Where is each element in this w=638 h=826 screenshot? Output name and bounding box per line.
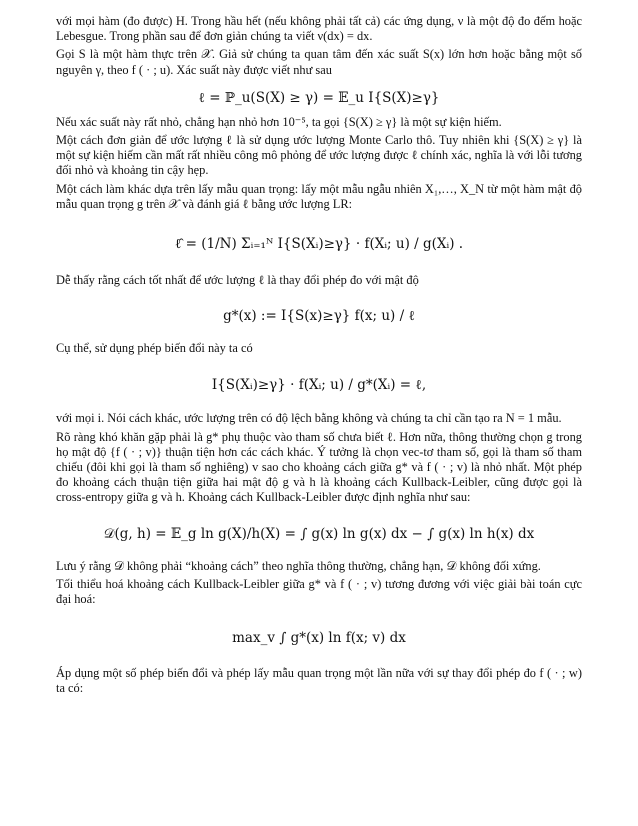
- equation-zero-variance: I{S(Xᵢ)≥γ} · f(Xᵢ; u) / g*(Xᵢ) = ℓ,: [211, 377, 427, 394]
- paragraph-8: với mọi i. Nói cách khác, ước lượng trên có độ lệch bằng không và chúng ta chỉ cần tạo ra N = 1 mẫu.: [56, 411, 562, 426]
- paragraph-9: Rõ ràng khó khăn gặp phải là g* phụ thuộc vào tham số chưa biết ℓ. Hơn nữa, thông thường chọn g trong họ mật độ {f ( · ; v)} thuận tiện hơn các cách khác. Ý tưởng là chọn vec-tơ tham số, gọi là tham số tham chiếu (đôi khi gọi là tham số nghiêng) v sao cho khoảng cách giữa g* và f ( · ; v) là nhỏ nhất. Một phép đo khoảng cách thuận tiện giữa hai mật độ g và h là khoảng cách Kullback-Leibler, cũng được gọi là cross-entropy giữa g và h. Khoảng cách Kullback-Leibler được định nghĩa như sau:: [56, 429, 582, 505]
- paragraph-1: với mọi hàm (đo được) H. Trong hầu hết (nếu không phải tất cả) các ứng dụng, ν là một độ đo đếm hoặc Lebesgue. Trong phần sau để đơn giản chúng ta viết ν(dx) = dx.: [56, 14, 582, 44]
- paragraph-11: Tối thiểu hoá khoảng cách Kullback-Leibler giữa g* và f ( · ; v) tương đương với việc giải bài toán cực đại hoá:: [56, 576, 582, 607]
- paragraph-10: Lưu ý rằng 𝒟 không phải “khoảng cách” theo nghĩa thông thường, chẳng hạn, 𝒟 không đối xứng.: [56, 558, 541, 573]
- paragraph-2: Gọi S là một hàm thực trên 𝒳. Giả sử chúng ta quan tâm đến xác suất S(x) lớn hơn hoặc bằng một số nguyên γ, theo f ( · ; u). Xác suất này được viết như sau: [56, 47, 582, 77]
- equation-lr-estimator: ℓ̂ = (1/N) Σᵢ₌₁ᴺ I{S(Xᵢ)≥γ} · f(Xᵢ; u) / g(Xᵢ) .: [174, 236, 464, 253]
- paragraph-12: Áp dụng một số phép biến đổi và phép lấy mẫu quan trọng một lần nữa với sự thay đổi phép đo f ( · ; w) ta có:: [56, 666, 582, 696]
- equation-probability: ℓ = ℙ_u(S(X) ≥ γ) = 𝔼_u I{S(X)≥γ}: [198, 89, 440, 106]
- paragraph-5: Một cách làm khác dựa trên lấy mẫu quan trọng: lấy một mẫu ngẫu nhiên X₁,…, X_N từ một hàm mật độ mẫu quan trọng g trên 𝒳 và đánh giá ℓ bằng ước lượng LR:: [56, 181, 582, 211]
- equation-maximization: max_v ∫ g*(x) ln f(x; v) dx: [232, 630, 406, 647]
- paragraph-7: Cụ thể, sử dụng phép biến đổi này ta có: [56, 341, 253, 356]
- paragraph-4: Một cách đơn giản để ước lượng ℓ là sử dụng ước lượng Monte Carlo thô. Tuy nhiên khi {S(X) ≥ γ} là một sự kiện hiếm cần mất rất nhiều công mô phỏng để ước lượng được ℓ chính xác, nghĩa là với lỗi tương đối nhỏ và khoảng tin cậy hẹp.: [56, 133, 582, 178]
- paragraph-3: Nếu xác suất này rất nhỏ, chẳng hạn nhỏ hơn 10⁻⁵, ta gọi {S(X) ≥ γ} là một sự kiện hiếm.: [56, 114, 502, 129]
- equation-kl-distance: 𝒟(g, h) = 𝔼_g ln g(X)/h(X) = ∫ g(x) ln g(x) dx − ∫ g(x) ln h(x) dx: [103, 525, 535, 542]
- equation-optimal-density: g*(x) := I{S(x)≥γ} f(x; u) / ℓ: [223, 308, 415, 325]
- paragraph-6: Dễ thấy rằng cách tốt nhất để ước lượng ℓ là thay đổi phép đo với mật độ: [56, 273, 419, 288]
